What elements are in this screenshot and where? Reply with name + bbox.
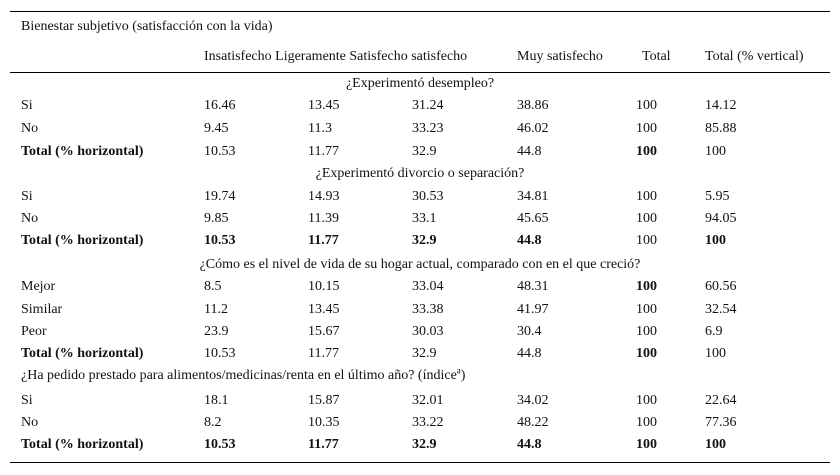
cell-total-vertical: 100 — [705, 233, 726, 248]
cell-ligeramente: 11.39 — [308, 211, 339, 226]
cell-satisfecho: 33.04 — [412, 279, 444, 294]
cell-total-vertical: 14.12 — [705, 98, 737, 113]
cell-total: 100 — [636, 98, 657, 113]
cell-insatisfecho: 10.53 — [204, 144, 236, 159]
cell-total: 100 — [636, 393, 657, 408]
bottom-rule — [10, 462, 830, 463]
cell-insatisfecho: 16.46 — [204, 98, 236, 113]
cell-ligeramente: 13.45 — [308, 302, 340, 317]
cell-total: 100 — [636, 121, 657, 136]
row-label: Si — [21, 98, 33, 113]
cell-total: 100 — [636, 415, 657, 430]
row-label: Total (% horizontal) — [21, 437, 144, 452]
cell-insatisfecho: 19.74 — [204, 189, 236, 204]
cell-insatisfecho: 10.53 — [204, 437, 236, 452]
data-table — [10, 11, 830, 463]
cell-insatisfecho: 10.53 — [204, 233, 236, 248]
cell-satisfecho: 32.9 — [412, 346, 437, 361]
cell-satisfecho: 33.23 — [412, 121, 444, 136]
cell-total: 100 — [636, 233, 657, 248]
row-label: Peor — [21, 324, 47, 339]
cell-muy-satisfecho: 41.97 — [517, 302, 549, 317]
section-title-nivel-de-vida: ¿Cómo es el nivel de vida de su hogar actual, comparado con en el que creció? — [199, 257, 641, 272]
cell-ligeramente: 10.15 — [308, 279, 340, 294]
header-rule — [10, 72, 830, 73]
cell-total-vertical: 100 — [705, 346, 726, 361]
cell-total: 100 — [636, 189, 657, 204]
cell-total-vertical: 60.56 — [705, 279, 737, 294]
header-total: Total — [642, 49, 671, 64]
cell-insatisfecho: 8.2 — [204, 415, 222, 430]
cell-muy-satisfecho: 48.22 — [517, 415, 549, 430]
row-label: No — [21, 211, 39, 226]
row-label: Total (% horizontal) — [21, 233, 144, 248]
cell-ligeramente: 11.77 — [308, 437, 339, 452]
cell-ligeramente: 15.87 — [308, 393, 340, 408]
cell-muy-satisfecho: 44.8 — [517, 233, 542, 248]
cell-muy-satisfecho: 30.4 — [517, 324, 542, 339]
cell-total-vertical: 77.36 — [705, 415, 737, 430]
row-label: Si — [21, 189, 33, 204]
cell-ligeramente: 11.77 — [308, 233, 339, 248]
section-title-divorcio: ¿Experimentó divorcio o separación? — [315, 166, 525, 181]
cell-total-vertical: 100 — [705, 437, 726, 452]
cell-insatisfecho: 23.9 — [204, 324, 229, 339]
footnote-marker: a — [456, 365, 461, 376]
cell-insatisfecho: 8.5 — [204, 279, 222, 294]
cell-muy-satisfecho: 44.8 — [517, 144, 542, 159]
row-label: Total (% horizontal) — [21, 144, 144, 159]
cell-satisfecho: 33.22 — [412, 415, 444, 430]
cell-ligeramente: 11.77 — [308, 144, 339, 159]
cell-total: 100 — [636, 302, 657, 317]
cell-total-vertical: 94.05 — [705, 211, 737, 226]
cell-insatisfecho: 18.1 — [204, 393, 229, 408]
cell-muy-satisfecho: 44.8 — [517, 346, 542, 361]
cell-satisfecho: 32.9 — [412, 437, 437, 452]
cell-muy-satisfecho: 48.31 — [517, 279, 549, 294]
cell-satisfecho: 32.9 — [412, 144, 437, 159]
cell-total: 100 — [636, 324, 657, 339]
cell-ligeramente: 11.3 — [308, 121, 332, 136]
header-satisfaction-levels: Insatisfecho Ligeramente Satisfecho satisfecho — [204, 49, 468, 64]
cell-total-vertical: 100 — [705, 144, 726, 159]
cell-total-vertical: 32.54 — [705, 302, 737, 317]
cell-total-vertical: 85.88 — [705, 121, 737, 136]
section-title-close: ) — [460, 368, 466, 383]
cell-muy-satisfecho: 34.02 — [517, 393, 549, 408]
cell-insatisfecho: 11.2 — [204, 302, 228, 317]
cell-insatisfecho: 9.45 — [204, 121, 229, 136]
row-label: Similar — [21, 302, 63, 317]
cell-ligeramente: 10.35 — [308, 415, 340, 430]
cell-satisfecho: 33.1 — [412, 211, 437, 226]
cell-total-vertical: 5.95 — [705, 189, 730, 204]
cell-total: 100 — [636, 346, 657, 361]
cell-total-vertical: 22.64 — [705, 393, 737, 408]
cell-total: 100 — [636, 279, 657, 294]
cell-satisfecho: 33.38 — [412, 302, 444, 317]
cell-muy-satisfecho: 38.86 — [517, 98, 549, 113]
row-label: Mejor — [21, 279, 56, 294]
cell-satisfecho: 30.53 — [412, 189, 444, 204]
cell-insatisfecho: 9.85 — [204, 211, 229, 226]
cell-ligeramente: 13.45 — [308, 98, 340, 113]
cell-total-vertical: 6.9 — [705, 324, 723, 339]
table-caption: Bienestar subjetivo (satisfacción con la vida) — [21, 19, 273, 34]
row-label: No — [21, 121, 39, 136]
section-title-text: ¿Ha pedido prestado para alimentos/medicinas/renta en el último año? (índice — [21, 368, 457, 383]
section-title-desempleo: ¿Experimentó desempleo? — [345, 76, 495, 91]
cell-muy-satisfecho: 46.02 — [517, 121, 549, 136]
cell-total: 100 — [636, 211, 657, 226]
cell-ligeramente: 14.93 — [308, 189, 340, 204]
cell-total: 100 — [636, 144, 657, 159]
cell-total: 100 — [636, 437, 657, 452]
cell-satisfecho: 32.01 — [412, 393, 444, 408]
cell-ligeramente: 15.67 — [308, 324, 340, 339]
cell-satisfecho: 32.9 — [412, 233, 437, 248]
cell-muy-satisfecho: 44.8 — [517, 437, 542, 452]
row-label: No — [21, 415, 39, 430]
row-label: Total (% horizontal) — [21, 346, 144, 361]
section-title-prestamo — [21, 365, 466, 384]
cell-ligeramente: 11.77 — [308, 346, 339, 361]
cell-satisfecho: 30.03 — [412, 324, 444, 339]
header-total-vertical: Total (% vertical) — [705, 49, 804, 64]
top-rule — [10, 11, 830, 12]
cell-muy-satisfecho: 45.65 — [517, 211, 549, 226]
header-muy-satisfecho: Muy satisfecho — [517, 49, 603, 64]
cell-insatisfecho: 10.53 — [204, 346, 236, 361]
row-label: Si — [21, 393, 33, 408]
cell-muy-satisfecho: 34.81 — [517, 189, 549, 204]
cell-satisfecho: 31.24 — [412, 98, 444, 113]
